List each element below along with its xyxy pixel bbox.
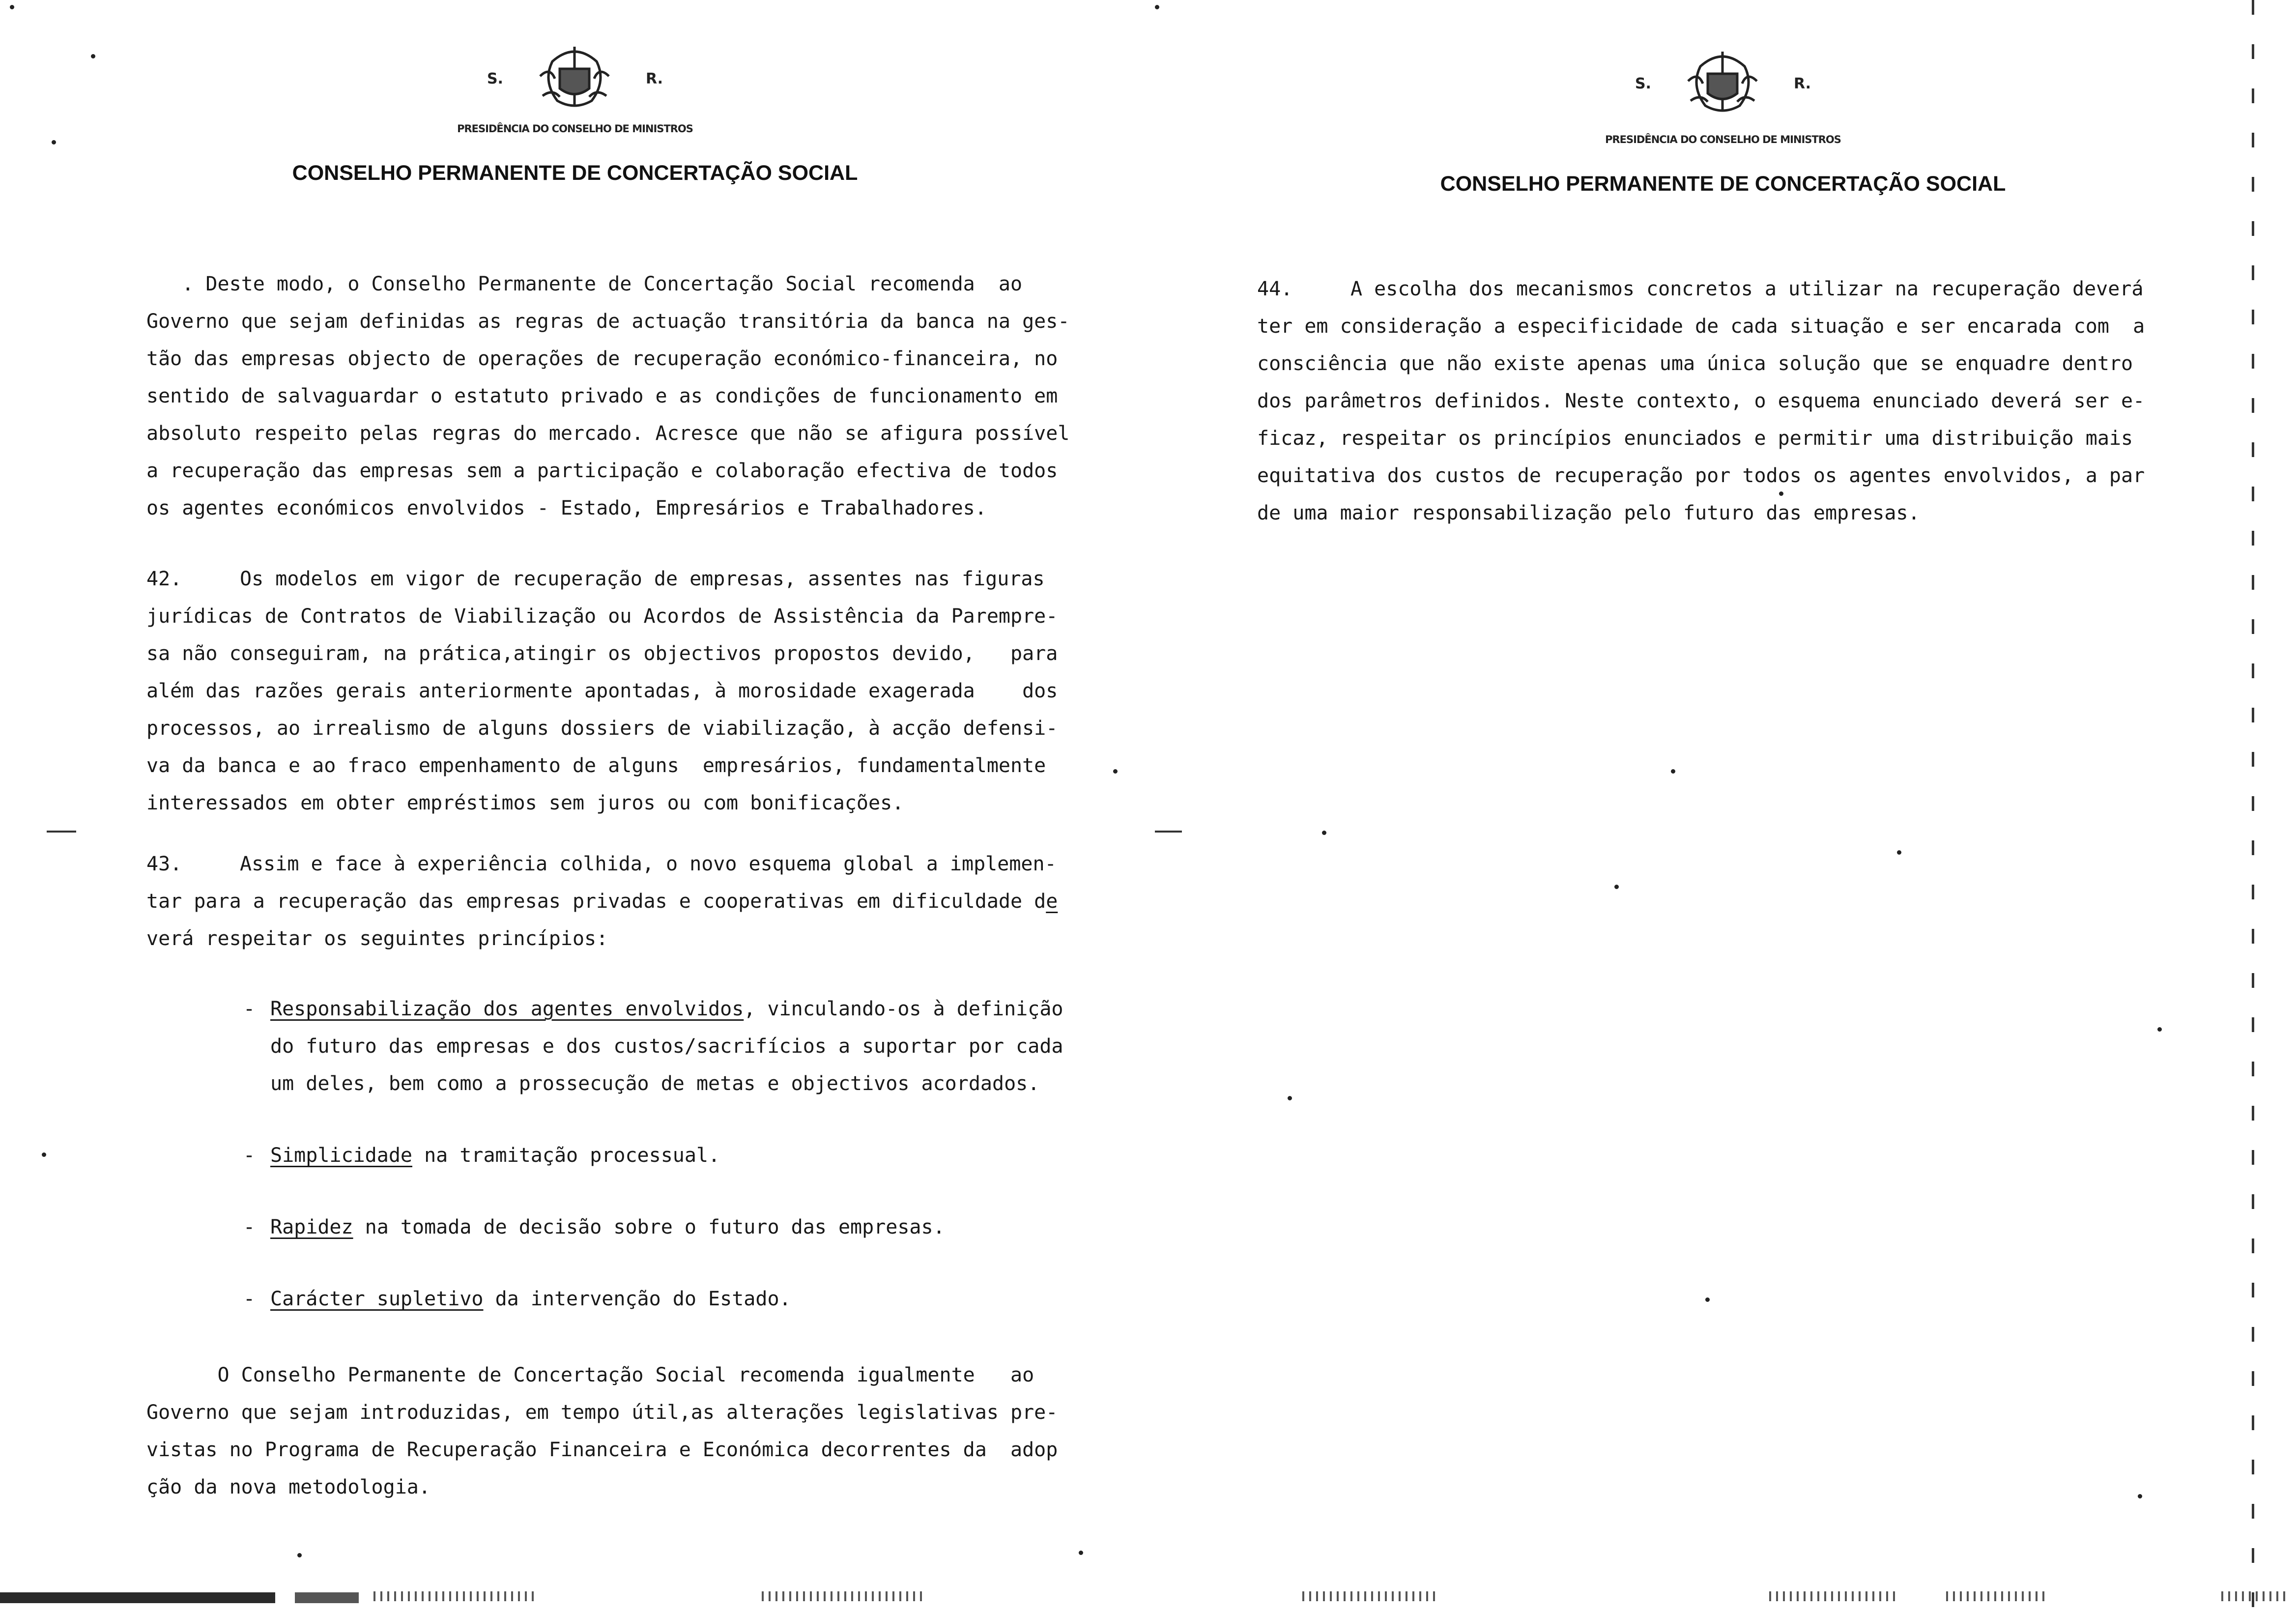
list-item-text: na tomada de decisão sobre o futuro das empresas. (353, 1216, 945, 1238)
paragraph-line: verá respeitar os seguintes princípios: (146, 927, 608, 950)
speck (52, 140, 56, 144)
speck (1288, 1096, 1292, 1100)
list-item (243, 1280, 1079, 1318)
paragraph-line: interessados em obter empréstimos sem juros ou com bonificações. (146, 792, 904, 814)
list-item-text: da intervenção do Estado. (483, 1288, 791, 1310)
council-title: CONSELHO PERMANENTE DE CONCERTAÇÃO SOCIAL (1440, 172, 2006, 196)
scan-edge-strip (295, 1592, 359, 1603)
paragraph-line: sa não conseguiram, na prática,atingir os objectivos propostos devido, para (146, 642, 1058, 665)
paragraph-line: O Conselho Permanente de Concertação Social recomenda igualmente ao (146, 1364, 1034, 1386)
scan-edge-strip (0, 1592, 275, 1603)
bullet-dash: - (243, 1144, 256, 1167)
bullet-dash: - (243, 1288, 256, 1310)
speck (1113, 769, 1118, 774)
list-item (243, 990, 1079, 1102)
paragraph-43 (146, 845, 1058, 957)
scan-edge-strip (1769, 1591, 1897, 1601)
paragraph-line: va da banca e ao fraco empenhamento de alguns empresários, fundamentalmente (146, 754, 1046, 777)
paragraph-line: dos parâmetros definidos. Neste contexto, o esquema enunciado deverá ser e- (1257, 390, 2145, 412)
underlined-text: e (1046, 890, 1058, 913)
paragraph-44 (1257, 270, 2145, 532)
paragraph-42 (146, 560, 1058, 822)
underlined-term: Carácter supletivo (270, 1288, 484, 1310)
letterhead-letter-left: S. (487, 70, 503, 87)
scan-edge-strip (373, 1591, 536, 1601)
paragraph-number: 42. (146, 568, 182, 590)
paragraph-line: Os modelos em vigor de recuperação de empresas, assentes nas figuras (240, 568, 1045, 590)
speck (42, 1152, 46, 1157)
speck (2157, 1027, 2162, 1032)
paragraph-line: de uma maior responsabilização pelo futuro das empresas. (1257, 502, 1920, 524)
underlined-term: Rapidez (270, 1216, 353, 1238)
paragraph-line: jurídicas de Contratos de Viabilização ou Acordos de Assistência da Parempre- (146, 605, 1058, 628)
margin-mark (1155, 831, 1182, 833)
speck (1705, 1297, 1710, 1302)
underlined-term: Simplicidade (270, 1144, 412, 1167)
closing-paragraph (146, 1356, 1058, 1506)
bullet-dash: - (243, 1216, 256, 1238)
speck (1671, 769, 1675, 774)
list-item (243, 1137, 1079, 1174)
letterhead-letter-left: S. (1635, 75, 1651, 92)
presidency-line: PRESIDÊNCIA DO CONSELHO DE MINISTROS (1605, 134, 1841, 145)
list-item-text: na tramitação processual. (412, 1144, 720, 1167)
right-page (1150, 0, 2296, 1612)
letterhead-seal-row (1150, 47, 2296, 120)
scan-edge-strip (1946, 1591, 2044, 1601)
paragraph-line: sentido de salvaguardar o estatuto privado e as condições de funcionamento em (146, 385, 1058, 407)
margin-mark (47, 831, 76, 833)
intro-paragraph (146, 265, 1069, 527)
council-title: CONSELHO PERMANENTE DE CONCERTAÇÃO SOCIAL (292, 161, 858, 185)
list-item (243, 1209, 1079, 1246)
paragraph-line: . Deste modo, o Conselho Permanente de Concertação Social recomenda ao (146, 273, 1023, 295)
paragraph-line: Governo que sejam definidas as regras de actuação transitória da banca na ges- (146, 310, 1070, 333)
underlined-term: Responsabilização dos agentes envolvidos (270, 998, 744, 1020)
list-item-text: um deles, bem como a prossecução de metas e objectivos acordados. (270, 1072, 1040, 1095)
paragraph-line: equitativa dos custos de recuperação por todos os agentes envolvidos, a par (1257, 464, 2145, 487)
scan-edge-line (2252, 0, 2254, 1612)
paragraph-line: Governo que sejam introduzidas, em tempo útil,as alterações legislativas pre- (146, 1401, 1058, 1424)
paragraph-line: a recuperação das empresas sem a participação e colaboração efectiva de todos (146, 460, 1058, 482)
paragraph-number: 44. (1257, 278, 1293, 300)
speck (1614, 885, 1619, 889)
letterhead-seal-row (0, 42, 1150, 115)
presidency-line: PRESIDÊNCIA DO CONSELHO DE MINISTROS (457, 123, 693, 135)
speck (1897, 850, 1901, 855)
paragraph-line: ção da nova metodologia. (146, 1476, 430, 1498)
paragraph-line: tar para a recuperação das empresas privadas e cooperativas em dificuldade d (146, 890, 1046, 913)
bullet-dash: - (243, 998, 256, 1020)
paragraph-line: ter em consideração a especificidade de cada situação e ser encarada com a (1257, 315, 2145, 338)
paragraph-line: os agentes económicos envolvidos - Estado, Empresários e Trabalhadores. (146, 497, 987, 519)
speck (1779, 491, 1783, 496)
speck (297, 1553, 302, 1557)
paragraph-line: Assim e face à experiência colhida, o novo esquema global a implemen- (240, 853, 1057, 875)
speck (91, 54, 95, 58)
speck (1322, 831, 1326, 835)
list-item-text: , vinculando-os à definição (744, 998, 1063, 1020)
paragraph-number: 43. (146, 853, 182, 875)
speck (2138, 1494, 2142, 1498)
paragraph-line: absoluto respeito pelas regras do mercado. Acresce que não se afigura possível (146, 422, 1070, 445)
coat-of-arms-icon (1681, 47, 1764, 120)
letterhead-letter-right: R. (645, 70, 663, 87)
scan-edge-strip (2221, 1591, 2290, 1601)
speck (10, 5, 14, 9)
speck (1155, 5, 1159, 9)
paragraph-line: além das razões gerais anteriormente apontadas, à morosidade exagerada dos (146, 680, 1058, 702)
paragraph-line: processos, ao irrealismo de alguns dossiers de viabilização, à acção defensi- (146, 717, 1058, 740)
paragraph-line: ficaz, respeitar os princípios enunciados e permitir uma distribuição mais (1257, 427, 2133, 450)
letterhead-letter-right: R. (1793, 75, 1811, 92)
speck (1079, 1551, 1083, 1555)
paragraph-line: vistas no Programa de Recuperação Financeira e Económica decorrentes da adop (146, 1439, 1058, 1461)
scan-edge-strip (762, 1591, 924, 1601)
principles-list (243, 990, 1079, 1318)
paragraph-line: consciência que não existe apenas uma única solução que se enquadre dentro (1257, 352, 2133, 375)
scan-edge-strip (1302, 1591, 1440, 1601)
list-item-text: do futuro das empresas e dos custos/sacrifícios a suportar por cada (270, 1035, 1063, 1058)
paragraph-line: tão das empresas objecto de operações de recuperação económico-financeira, no (146, 347, 1058, 370)
paragraph-line: A escolha dos mecanismos concretos a utilizar na recuperação deverá (1350, 278, 2144, 300)
coat-of-arms-icon (533, 42, 616, 115)
